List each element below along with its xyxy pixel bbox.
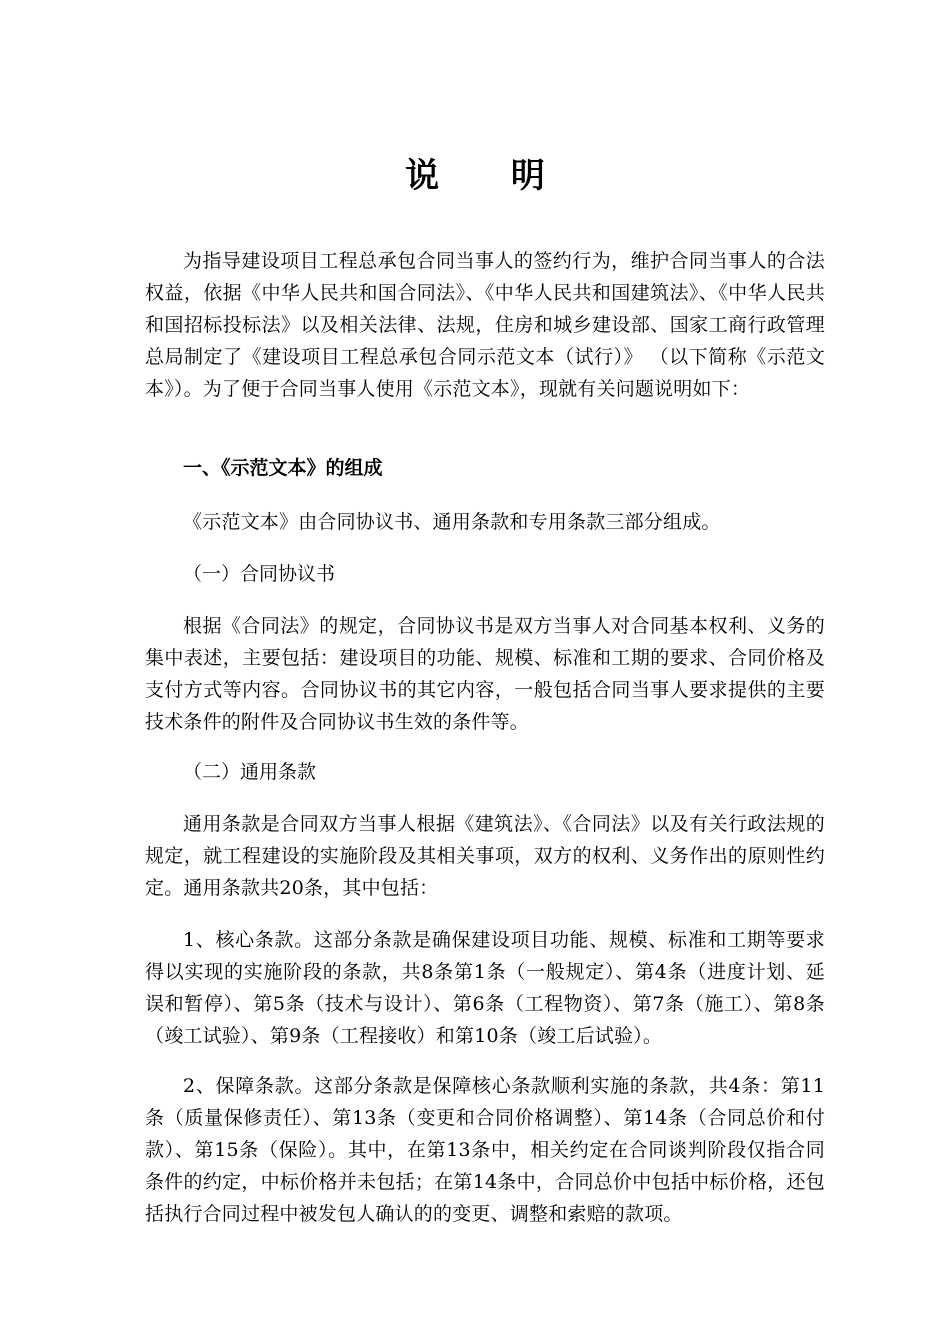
core-clauses-paragraph: 1、核心条款。这部分条款是确保建设项目功能、规模、标准和工期等要求得以实现的实施阶段的条款，共8条第1条（一般规定）、第4条（进度计划、延误和暂停）、第5条（技术与设计）、第6条（工程物资）、第7条（施工）、第8条（竣工试验）、第9条（工程接收）和第10条（竣工后试验）。 [145,929,825,1047]
composition-paragraph: 《示范文本》由合同协议书、通用条款和专用条款三部分组成。 [183,511,721,533]
intro-paragraph: 为指导建设项目工程总承包合同当事人的签约行为，维护合同当事人的合法权益，依据《中华人民共和国合同法》、《中华人民共和国建筑法》、《中华人民共和国招标投标法》以及相关法律、法规，住房和城乡建设部、国家工商行政管理总局制定了《建设项目工程总承包合同示范文本（试行）》 （以下简称《示范文本》）。为了便于合同当事人使用《示范文本》，现就有关问题说明如下： [145,250,825,400]
contract-agreement-paragraph: 根据《合同法》的规定，合同协议书是双方当事人对合同基本权利、义务的集中表述，主要包括：建设项目的功能、规模、标准和工期的要求、合同价格及支付方式等内容。合同协议书的其它内容，一般包括合同当事人要求提供的主要技术条件的附件及合同协议书生效的条件等。 [145,615,825,733]
general-clauses-paragraph: 通用条款是合同双方当事人根据《建筑法》、《合同法》以及有关行政法规的规定，就工程建设的实施阶段及其相关事项，双方的权利、义务作出的原则性约定。通用条款共20条，其中包括： [145,813,825,899]
subheading-general-clauses: （二）通用条款 [183,761,317,783]
document-title: 说 明 [405,156,575,196]
subheading-contract-agreement: （一）合同协议书 [183,563,336,585]
guarantee-clauses-paragraph: 2、保障条款。这部分条款是保障核心条款顺利实施的条款，共4条：第11条（质量保修责任）、第13条（变更和合同价格调整）、第14条（合同总价和付款）、第15条（保险）。其中，在第13条中，相关约定在合同谈判阶段仅指合同条件的约定，中标价格并未包括；在第14条中，合同总价中包括中标价格，还包括执行合同过程中被发包人确认的的变更、调整和索赔的款项。 [145,1075,825,1225]
section-heading-composition: 一、《示范文本》的组成 [183,457,383,479]
